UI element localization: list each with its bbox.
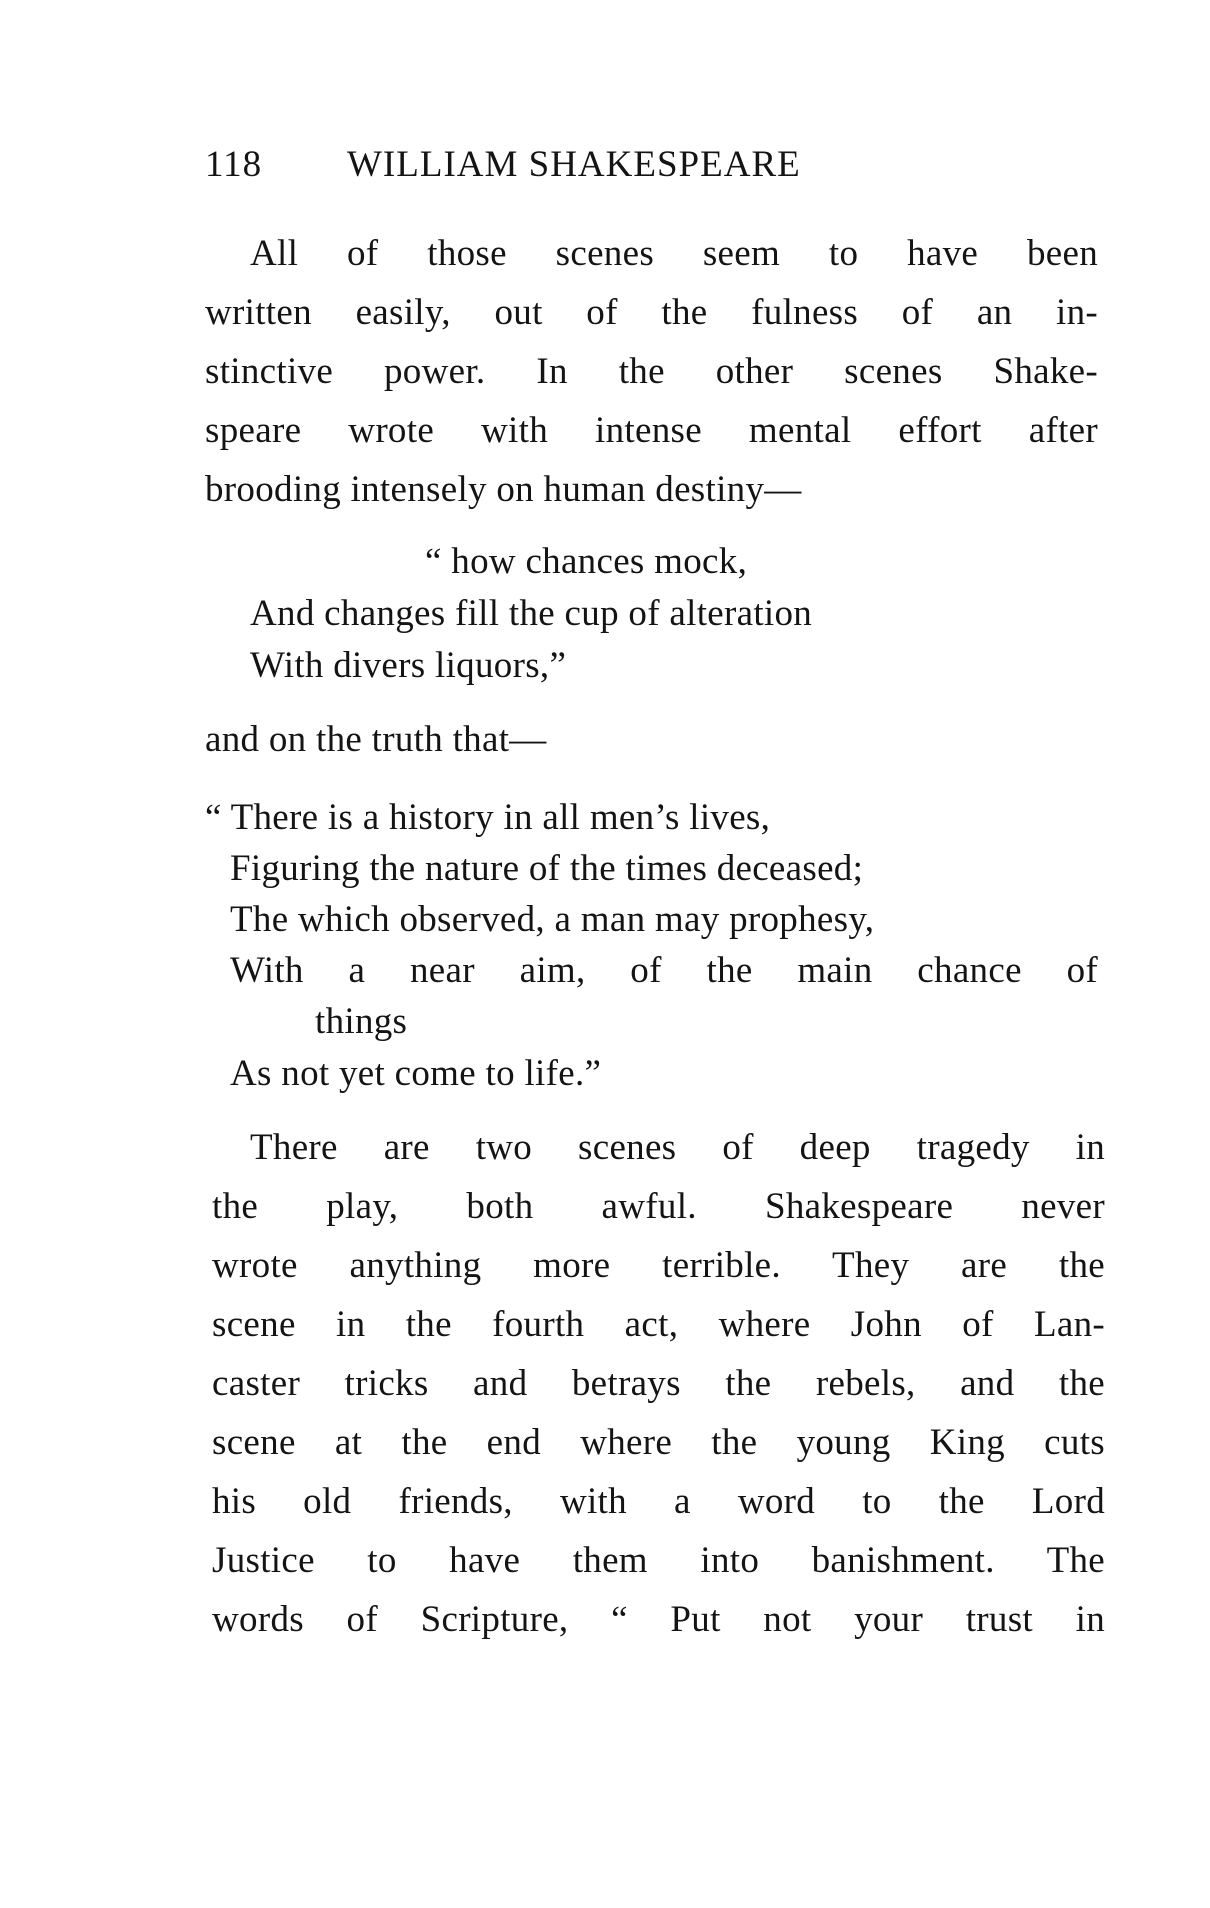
- verse-line: things: [315, 1001, 408, 1042]
- verse-line: “ how chances mock,: [425, 541, 748, 582]
- verse-line: With a near aim, of the main chance of: [230, 950, 1098, 991]
- paragraph-1-line: written easily, out of the fulness of an in-: [205, 292, 1098, 333]
- page-number: 118: [205, 144, 263, 185]
- paragraph-2-line: wrote anything more terrible. They are the: [212, 1245, 1105, 1286]
- paragraph-1-line: brooding intensely on human destiny—: [205, 469, 802, 510]
- verse-line: As not yet come to life.”: [230, 1053, 602, 1094]
- paragraph-1-line: All of those scenes seem to have been: [250, 233, 1098, 274]
- paragraph-2-line: There are two scenes of deep tragedy in: [250, 1127, 1105, 1168]
- paragraph-1-line: speare wrote with intense mental effort after: [205, 410, 1098, 451]
- verse-line: The which observed, a man may prophesy,: [230, 899, 875, 940]
- verse-line: With divers liquors,”: [250, 645, 567, 686]
- verse-line: And changes fill the cup of alteration: [250, 593, 813, 634]
- paragraph-2-line: scene in the fourth act, where John of Lan-: [212, 1304, 1105, 1345]
- paragraph-2-line: the play, both awful. Shakespeare never: [212, 1186, 1105, 1227]
- running-title: WILLIAM SHAKESPEARE: [347, 144, 801, 185]
- verse-line: “ There is a history in all men’s lives,: [205, 797, 771, 838]
- paragraph-2-line: caster tricks and betrays the rebels, and the: [212, 1363, 1105, 1404]
- paragraph-2-line: words of Scripture, “ Put not your trust in: [212, 1599, 1105, 1640]
- verse-line: Figuring the nature of the times deceased;: [230, 848, 864, 889]
- paragraph-2-line: his old friends, with a word to the Lord: [212, 1481, 1105, 1522]
- paragraph-2-line: scene at the end where the young King cuts: [212, 1422, 1105, 1463]
- connector-line: and on the truth that—: [205, 719, 547, 760]
- paragraph-1-line: stinctive power. In the other scenes Shake-: [205, 351, 1098, 392]
- paragraph-2-line: Justice to have them into banishment. The: [212, 1540, 1105, 1581]
